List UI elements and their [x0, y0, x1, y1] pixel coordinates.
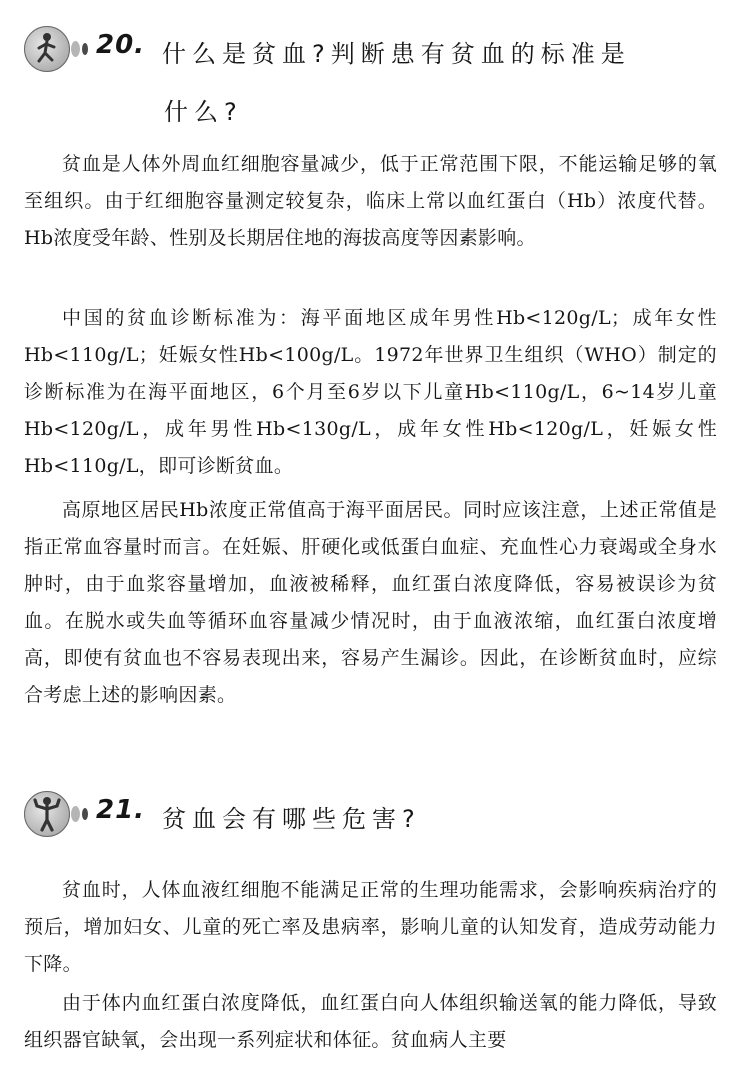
paragraph: 由于体内血红蛋白浓度降低，血红蛋白向人体组织输送氧的能力降低，导致组织器官缺氧，会出现一系列症状和体征。贫血病人主要 — [24, 992, 717, 1051]
question-number: 20. — [96, 30, 146, 60]
heading-bullet-light — [71, 806, 80, 822]
paragraph: 高原地区居民Hb浓度正常值高于海平面居民。同时应该注意，上述正常值是指正常血容量时而言。在妊娠、肝硬化或低蛋白血症、充血性心力衰竭或全身水肿时，由于血浆容量增加，血液被稀释，血红蛋白浓度降低，容易被误诊为贫血。在脱水或失血等循环血容量减少情况时，由于血液浓缩，血红蛋白浓度增高，即使有贫血也不容易表现出来，容易产生漏诊。因此，在诊断贫血时，应综合考虑上述的影响因素。 — [24, 499, 717, 706]
question-21-heading — [24, 791, 724, 851]
question-number: 21. — [96, 795, 146, 825]
paragraph: 中国的贫血诊断标准为：海平面地区成年男性Hb<120g/L；成年女性Hb<110g/L；妊娠女性Hb<100g/L。1972年世界卫生组织（WHO）制定的诊断标准为在海平面地区，6个月至6岁以下儿童Hb<110g/L，6~14岁儿童Hb<120g/L，成年男性Hb<130g/L，成年女性Hb<120g/L，妊娠女性Hb<110g/L，即可诊断贫血。 — [24, 307, 717, 477]
heading-bullet-dark — [82, 808, 88, 820]
question-title: 贫血会有哪些危害? — [162, 805, 421, 833]
question-title-continued: 什么? — [164, 98, 243, 126]
paragraph: 贫血是人体外周血红细胞容量减少，低于正常范围下限，不能运输足够的氧至组织。由于红细胞容量测定较复杂，临床上常以血红蛋白（Hb）浓度代替。Hb浓度受年龄、性别及长期居住地的海拔高度等因素影响。 — [24, 153, 717, 249]
heading-bullet-light — [71, 41, 80, 57]
question-20-heading — [24, 26, 724, 86]
paragraph: 贫血时，人体血液红细胞不能满足正常的生理功能需求，会影响疾病治疗的预后，增加妇女、儿童的死亡率及患病率，影响儿童的认知发育，造成劳动能力下降。 — [24, 879, 717, 975]
bodybuilder-badge-icon — [24, 791, 70, 837]
heading-bullet-dark — [82, 43, 88, 55]
question-title: 什么是贫血?判断患有贫血的标准是 — [162, 40, 631, 68]
runner-badge-icon — [24, 26, 70, 72]
